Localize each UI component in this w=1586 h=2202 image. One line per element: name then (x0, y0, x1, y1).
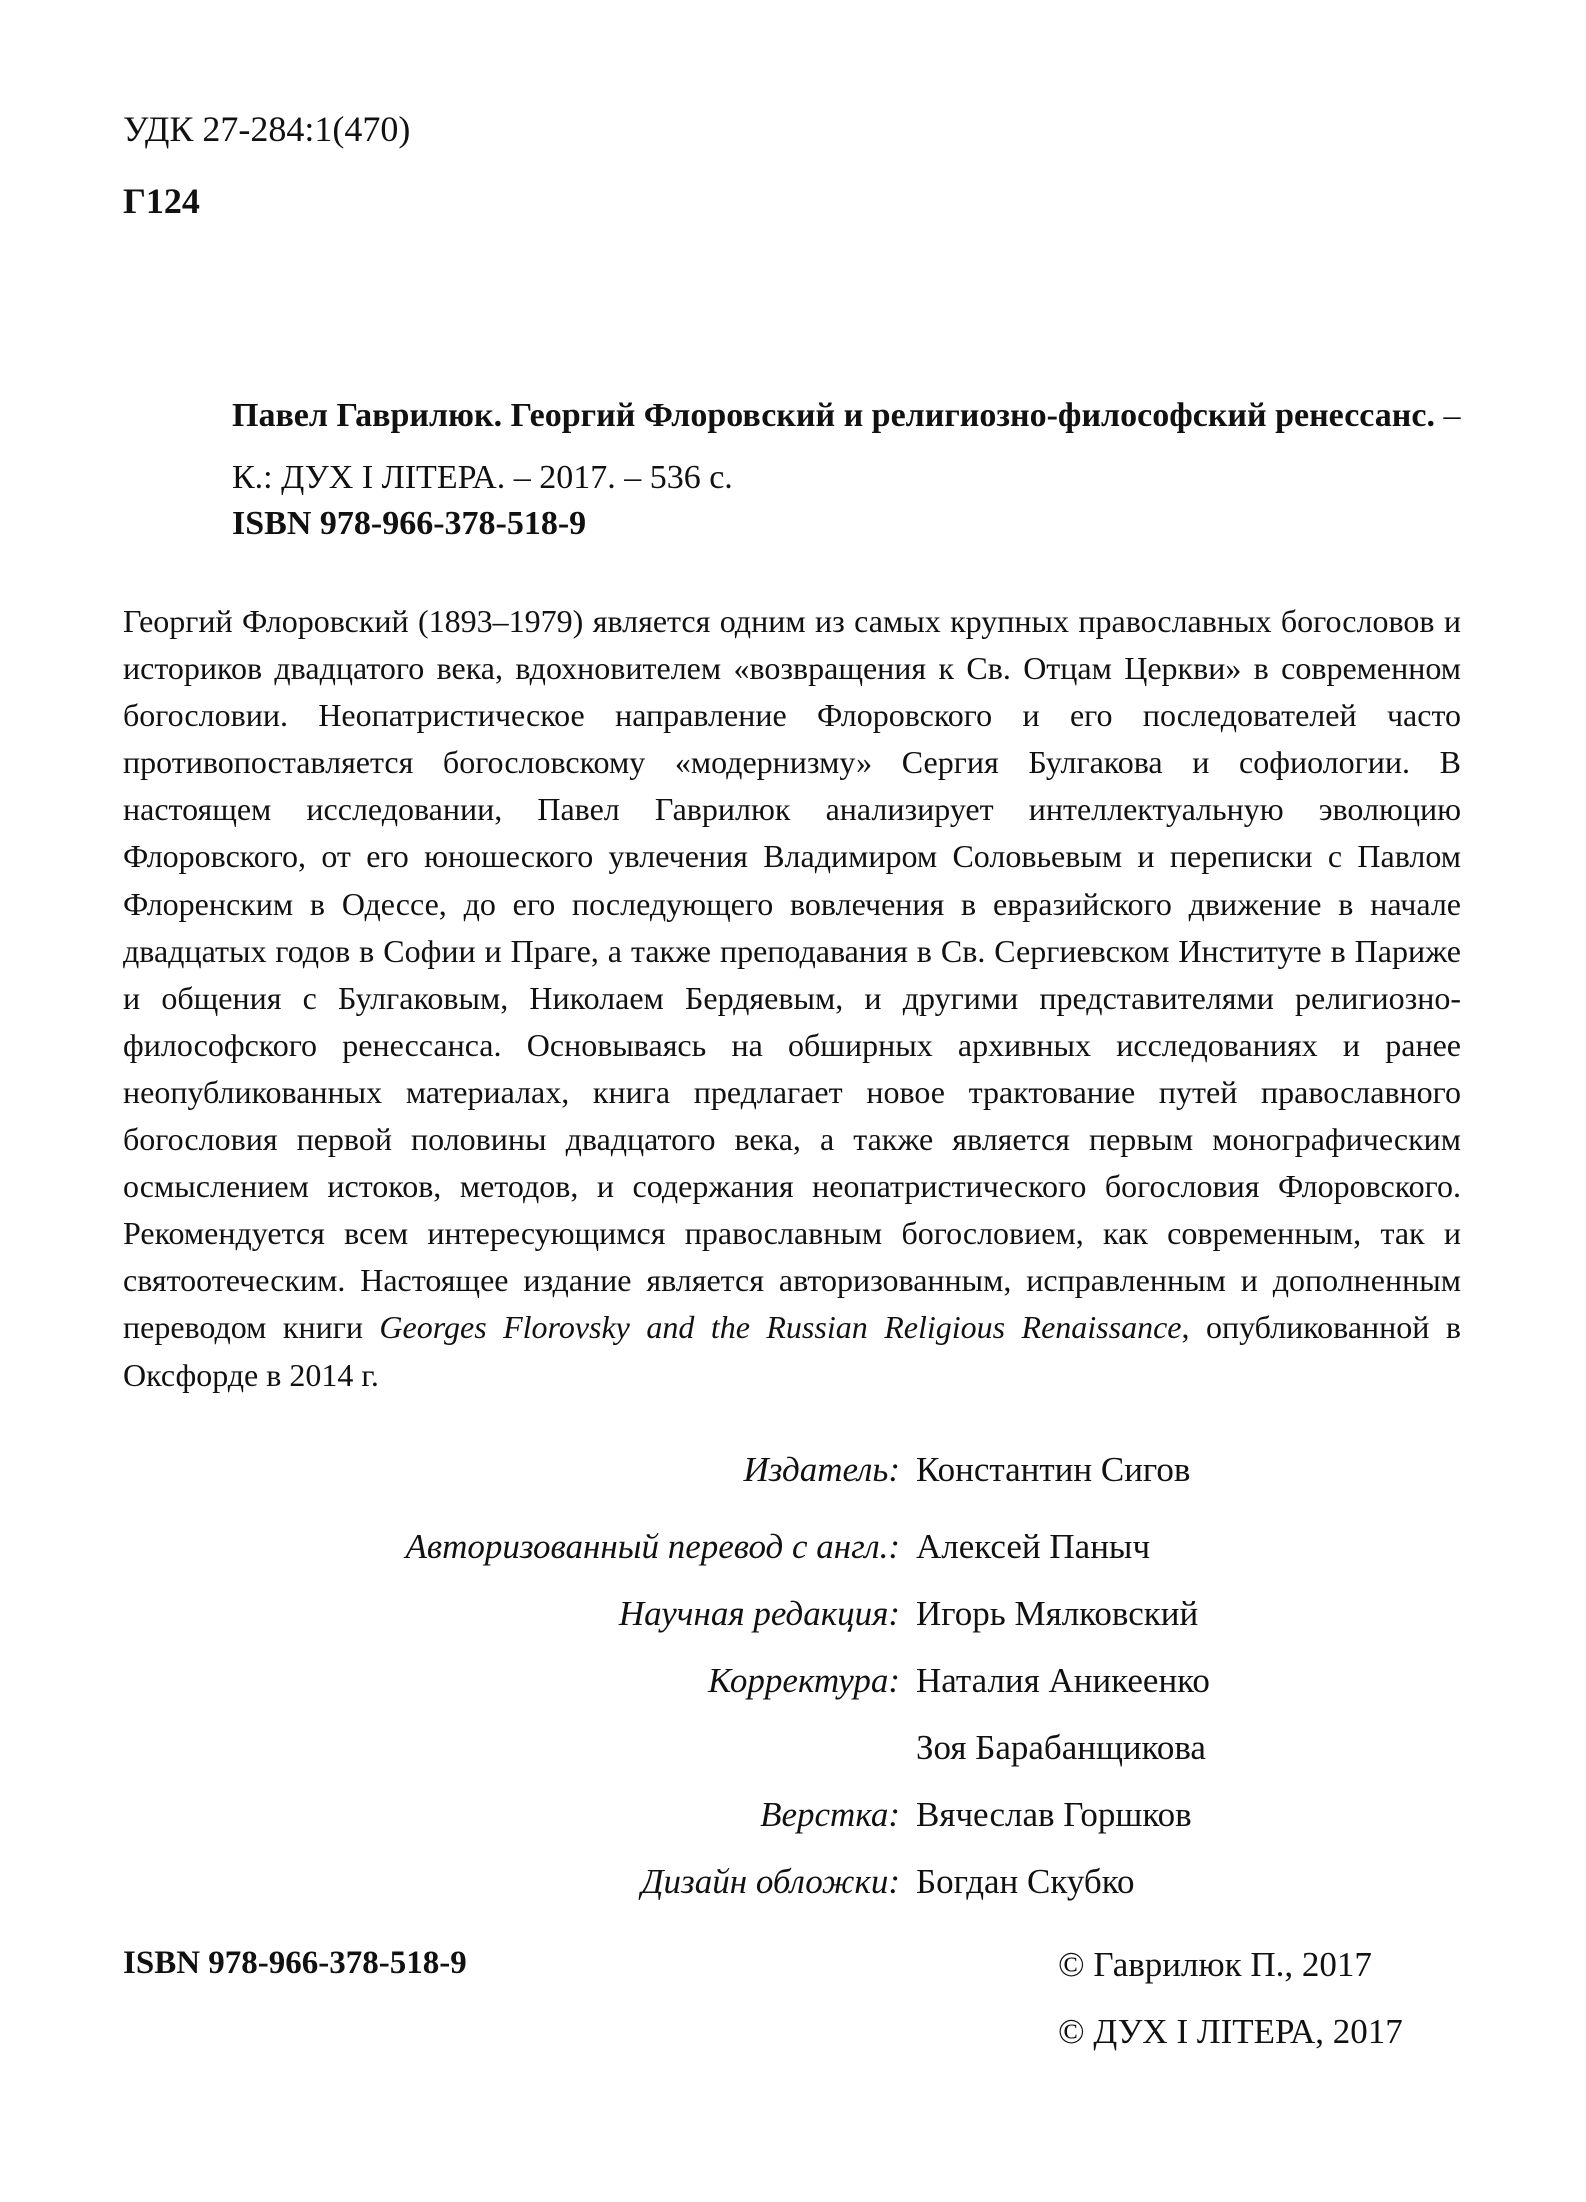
credit-name: Алексей Паныч (916, 1527, 1151, 1566)
udk-code: УДК 27-284:1(470) (123, 109, 411, 149)
credit-cover-design (0, 1862, 1586, 1912)
credit-translator (0, 1527, 1586, 1577)
isbn-footer: ISBN 978-966-378-518-9 (123, 1945, 467, 1981)
credit-layout (0, 1795, 1586, 1845)
author-title: Павел Гаврилюк. Георгий Флоровский и религиозно-философский ренессанс. (232, 397, 1435, 434)
credit-name: Игорь Мялковский (916, 1594, 1199, 1633)
imprint: – К.: ДУХ І ЛІТЕРА. – 2017. – 536 с. (232, 397, 1461, 496)
credit-proofreading-2 (0, 1728, 1586, 1778)
credit-publisher (0, 1450, 1586, 1500)
original-title: Georges Florovsky and the Russian Religious Renaissance (379, 1309, 1182, 1346)
credit-proofreading (0, 1661, 1586, 1711)
credit-role: Корректура: (708, 1661, 900, 1700)
copyright-author: © Гаврилюк П., 2017 (1058, 1945, 1372, 1984)
annotation-text: Георгий Флоровский (1893–1979) является одним из самых крупных православных богословов и историков двадцатого века, вдохновителем «возвращения к Св. Отцам Церкви» в современном богословии. Неопатристическое направление Флоровского и его последователей часто противопоставляется богословскому «модернизму» Сергия Булгакова и софиологии. В настоящем исследовании, Павел Гаврилюк анализирует интеллектуальную эволюцию Флоровского, от его юношеского увлечения Владимиром Соловьевым и переписки с Павлом Флоренским в Одессе, до его последующего вовлечения в евразийского движение в начале двадцатых годов в Софии и Праге, а также преподавания в Св. Сергиевском Институте в Париже и общения с Булгаковым, Николаем Бердяевым, и другими представителями религиозно-философского ренессанса. Основываясь на обширных архивных исследованиях и ранее неопубликованных материалах, книга предлагает новое трактование путей православного богословия первой половины двадцатого века, а также является первым монографическим осмыслением истоков, методов, и содержания неопатристического богословия Флоровского. Рекомендуется всем интересующимся православным богословием, как современным, так и святоотеческим. Настоящее издание является авторизованным, исправленным и дополненным переводом книги (123, 603, 1461, 1346)
credit-name: Богдан Скубко (916, 1862, 1135, 1901)
credit-name: Константин Сигов (916, 1450, 1191, 1489)
credit-role: Авторизованный перевод с англ.: (405, 1527, 900, 1566)
credit-name: Наталия Аникеенко (916, 1661, 1210, 1700)
credit-role: Издатель: (743, 1450, 900, 1489)
copyright-publisher: © ДУХ І ЛІТЕРА, 2017 (1058, 2012, 1403, 2051)
credit-role: Верстка: (760, 1795, 900, 1834)
annotation (123, 598, 1461, 1399)
credit-role: Научная редакция: (618, 1594, 900, 1633)
classification-code: Г124 (123, 181, 200, 221)
credit-name: Вячеслав Горшков (916, 1795, 1192, 1834)
bibliographic-record (232, 385, 1462, 509)
isbn-record: ISBN 978-966-378-518-9 (232, 505, 587, 542)
credit-name: Зоя Барабанщикова (916, 1728, 1206, 1767)
credit-role: Дизайн обложки: (641, 1862, 900, 1901)
credit-scientific-editor (0, 1594, 1586, 1644)
annotation-text-end: , опубликованной в Оксфорде в 2014 г. (123, 1309, 1461, 1393)
